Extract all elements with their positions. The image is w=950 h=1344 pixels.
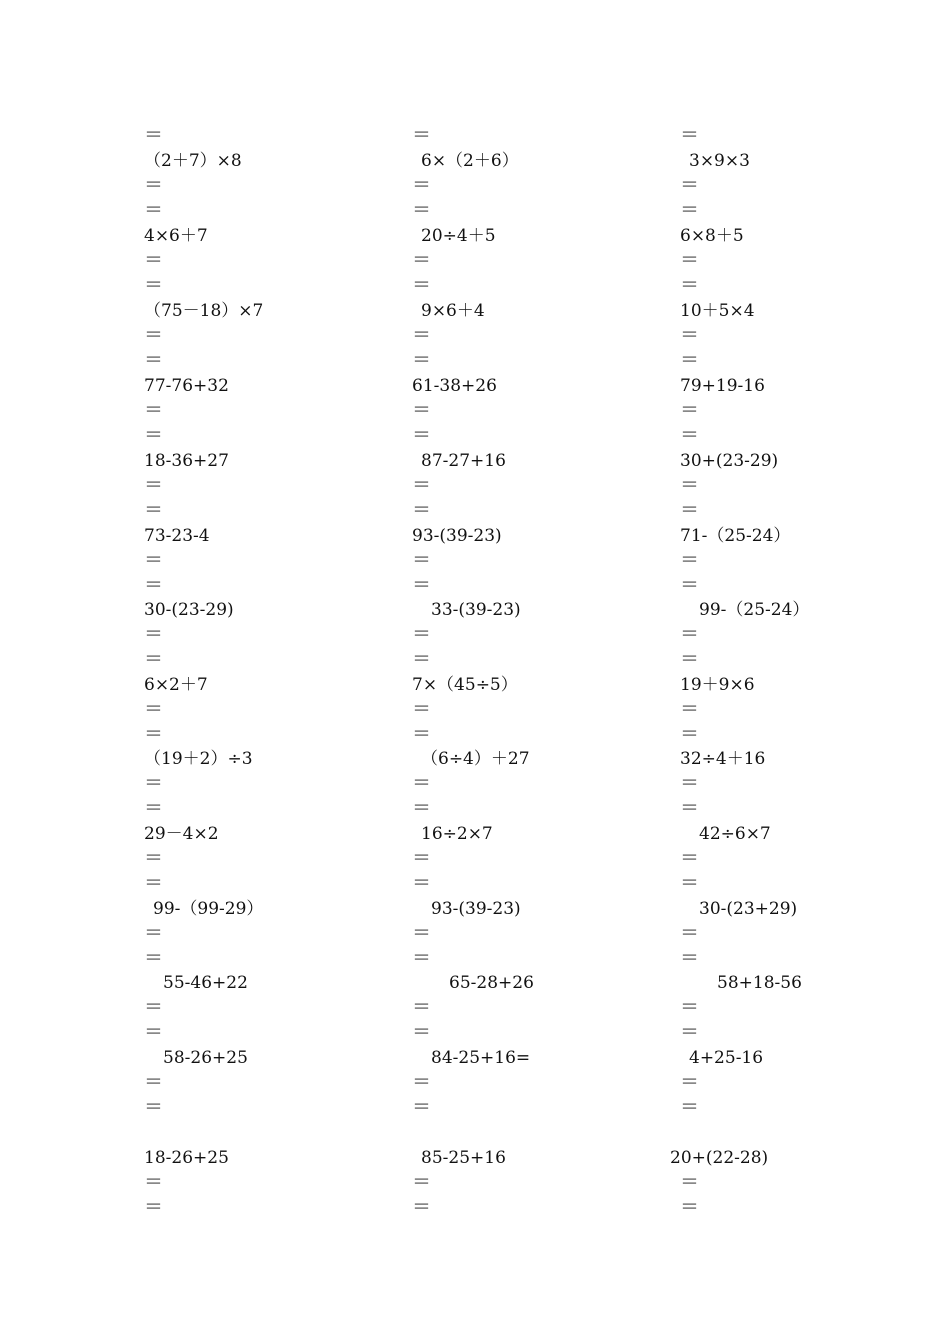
answer-equals-sign: ＝ bbox=[144, 274, 164, 296]
answer-equals-sign: ＝ bbox=[412, 499, 432, 521]
problem-expression: 3×9×3 bbox=[689, 151, 750, 171]
answer-equals-sign: ＝ bbox=[144, 772, 164, 794]
answer-equals-sign: ＝ bbox=[412, 174, 432, 196]
answer-equals-sign: ＝ bbox=[680, 1071, 700, 1093]
answer-equals-sign: ＝ bbox=[144, 1171, 164, 1193]
answer-equals-sign: ＝ bbox=[412, 574, 432, 596]
answer-equals-sign: ＝ bbox=[412, 274, 432, 296]
answer-equals-sign: ＝ bbox=[144, 1196, 164, 1218]
answer-equals-sign: ＝ bbox=[144, 349, 164, 371]
answer-equals-sign: ＝ bbox=[144, 399, 164, 421]
problem-expression: 65-28+26 bbox=[449, 973, 534, 993]
answer-equals-sign: ＝ bbox=[144, 996, 164, 1018]
answer-equals-sign: ＝ bbox=[412, 797, 432, 819]
problem-expression: 99-（25-24） bbox=[699, 600, 810, 620]
problem-expression: 4+25-16 bbox=[689, 1048, 764, 1068]
answer-equals-sign: ＝ bbox=[680, 324, 700, 346]
equals-sign: ＝ bbox=[144, 124, 164, 146]
problem-column bbox=[412, 0, 672, 1344]
problem-expression: 6×8＋5 bbox=[680, 226, 744, 246]
answer-equals-sign: ＝ bbox=[680, 1171, 700, 1193]
problem-expression: （6÷4）＋27 bbox=[421, 749, 530, 769]
answer-equals-sign: ＝ bbox=[412, 424, 432, 446]
problem-expression: 58+18-56 bbox=[717, 973, 802, 993]
problem-expression: 71-（25-24） bbox=[680, 526, 791, 546]
answer-equals-sign: ＝ bbox=[144, 623, 164, 645]
problem-expression: 84-25+16= bbox=[431, 1048, 531, 1068]
problem-expression: （75－18）×7 bbox=[144, 301, 264, 321]
answer-equals-sign: ＝ bbox=[680, 772, 700, 794]
answer-equals-sign: ＝ bbox=[680, 474, 700, 496]
answer-equals-sign: ＝ bbox=[412, 996, 432, 1018]
answer-equals-sign: ＝ bbox=[412, 698, 432, 720]
answer-equals-sign: ＝ bbox=[412, 399, 432, 421]
answer-equals-sign: ＝ bbox=[144, 648, 164, 670]
answer-equals-sign: ＝ bbox=[680, 723, 700, 745]
problem-expression: 18-26+25 bbox=[144, 1148, 229, 1168]
answer-equals-sign: ＝ bbox=[144, 947, 164, 969]
answer-equals-sign: ＝ bbox=[680, 623, 700, 645]
answer-equals-sign: ＝ bbox=[144, 1096, 164, 1118]
problem-expression: 99-（99-29） bbox=[153, 899, 264, 919]
answer-equals-sign: ＝ bbox=[412, 947, 432, 969]
answer-equals-sign: ＝ bbox=[680, 698, 700, 720]
answer-equals-sign: ＝ bbox=[680, 399, 700, 421]
answer-equals-sign: ＝ bbox=[680, 274, 700, 296]
answer-equals-sign: ＝ bbox=[412, 723, 432, 745]
answer-equals-sign: ＝ bbox=[412, 922, 432, 944]
answer-equals-sign: ＝ bbox=[680, 199, 700, 221]
answer-equals-sign: ＝ bbox=[144, 797, 164, 819]
problem-expression: 61-38+26 bbox=[412, 376, 497, 396]
problem-expression: （19＋2）÷3 bbox=[144, 749, 253, 769]
problem-expression: 33-(39-23) bbox=[431, 600, 521, 620]
answer-equals-sign: ＝ bbox=[680, 1096, 700, 1118]
problem-expression: 93-(39-23) bbox=[431, 899, 521, 919]
answer-equals-sign: ＝ bbox=[412, 549, 432, 571]
answer-equals-sign: ＝ bbox=[412, 199, 432, 221]
answer-equals-sign: ＝ bbox=[412, 474, 432, 496]
problem-expression: 18-36+27 bbox=[144, 451, 229, 471]
answer-equals-sign: ＝ bbox=[144, 847, 164, 869]
answer-equals-sign: ＝ bbox=[144, 549, 164, 571]
equals-sign: ＝ bbox=[680, 124, 700, 146]
answer-equals-sign: ＝ bbox=[680, 947, 700, 969]
answer-equals-sign: ＝ bbox=[412, 772, 432, 794]
answer-equals-sign: ＝ bbox=[144, 1071, 164, 1093]
problem-expression: 93-(39-23) bbox=[412, 526, 502, 546]
answer-equals-sign: ＝ bbox=[144, 249, 164, 271]
problem-expression: 55-46+22 bbox=[163, 973, 248, 993]
answer-equals-sign: ＝ bbox=[144, 872, 164, 894]
answer-equals-sign: ＝ bbox=[412, 648, 432, 670]
problem-expression: 58-26+25 bbox=[163, 1048, 248, 1068]
answer-equals-sign: ＝ bbox=[680, 499, 700, 521]
problem-expression: 30-(23+29) bbox=[699, 899, 798, 919]
answer-equals-sign: ＝ bbox=[680, 847, 700, 869]
problem-expression: 32÷4＋16 bbox=[680, 749, 766, 769]
answer-equals-sign: ＝ bbox=[680, 249, 700, 271]
answer-equals-sign: ＝ bbox=[144, 324, 164, 346]
answer-equals-sign: ＝ bbox=[144, 574, 164, 596]
answer-equals-sign: ＝ bbox=[680, 797, 700, 819]
problem-expression: 29－4×2 bbox=[144, 824, 219, 844]
answer-equals-sign: ＝ bbox=[680, 996, 700, 1018]
problem-expression: 16÷2×7 bbox=[421, 824, 493, 844]
problem-expression: 30-(23-29) bbox=[144, 600, 234, 620]
problem-expression: 85-25+16 bbox=[421, 1148, 506, 1168]
answer-equals-sign: ＝ bbox=[412, 349, 432, 371]
answer-equals-sign: ＝ bbox=[144, 922, 164, 944]
answer-equals-sign: ＝ bbox=[144, 723, 164, 745]
answer-equals-sign: ＝ bbox=[144, 698, 164, 720]
problem-expression: 19＋9×6 bbox=[680, 675, 755, 695]
answer-equals-sign: ＝ bbox=[412, 847, 432, 869]
problem-expression: 20+(22-28) bbox=[670, 1148, 769, 1168]
answer-equals-sign: ＝ bbox=[144, 1021, 164, 1043]
answer-equals-sign: ＝ bbox=[412, 1171, 432, 1193]
answer-equals-sign: ＝ bbox=[680, 549, 700, 571]
answer-equals-sign: ＝ bbox=[680, 174, 700, 196]
problem-expression: 20÷4＋5 bbox=[421, 226, 496, 246]
problem-expression: 7×（45÷5） bbox=[412, 675, 518, 695]
problem-expression: 79+19-16 bbox=[680, 376, 765, 396]
answer-equals-sign: ＝ bbox=[412, 623, 432, 645]
equals-sign: ＝ bbox=[412, 124, 432, 146]
answer-equals-sign: ＝ bbox=[680, 574, 700, 596]
problem-expression: 4×6＋7 bbox=[144, 226, 208, 246]
answer-equals-sign: ＝ bbox=[680, 424, 700, 446]
problem-column bbox=[144, 0, 404, 1344]
answer-equals-sign: ＝ bbox=[680, 922, 700, 944]
answer-equals-sign: ＝ bbox=[680, 648, 700, 670]
answer-equals-sign: ＝ bbox=[412, 1021, 432, 1043]
problem-column bbox=[670, 0, 940, 1344]
problem-expression: 10＋5×4 bbox=[680, 301, 755, 321]
answer-equals-sign: ＝ bbox=[412, 324, 432, 346]
answer-equals-sign: ＝ bbox=[144, 424, 164, 446]
answer-equals-sign: ＝ bbox=[144, 199, 164, 221]
problem-expression: （2＋7）×8 bbox=[144, 151, 242, 171]
answer-equals-sign: ＝ bbox=[680, 1196, 700, 1218]
problem-expression: 42÷6×7 bbox=[699, 824, 771, 844]
answer-equals-sign: ＝ bbox=[680, 349, 700, 371]
problem-expression: 9×6＋4 bbox=[421, 301, 485, 321]
answer-equals-sign: ＝ bbox=[680, 1021, 700, 1043]
answer-equals-sign: ＝ bbox=[144, 474, 164, 496]
problem-expression: 77-76+32 bbox=[144, 376, 229, 396]
answer-equals-sign: ＝ bbox=[144, 174, 164, 196]
answer-equals-sign: ＝ bbox=[412, 249, 432, 271]
answer-equals-sign: ＝ bbox=[412, 1071, 432, 1093]
answer-equals-sign: ＝ bbox=[680, 872, 700, 894]
answer-equals-sign: ＝ bbox=[412, 1196, 432, 1218]
answer-equals-sign: ＝ bbox=[412, 1096, 432, 1118]
problem-expression: 87-27+16 bbox=[421, 451, 506, 471]
problem-expression: 30+(23-29) bbox=[680, 451, 779, 471]
answer-equals-sign: ＝ bbox=[412, 872, 432, 894]
problem-expression: 6×2＋7 bbox=[144, 675, 208, 695]
problem-expression: 73-23-4 bbox=[144, 526, 210, 546]
answer-equals-sign: ＝ bbox=[144, 499, 164, 521]
problem-expression: 6×（2＋6） bbox=[421, 151, 519, 171]
